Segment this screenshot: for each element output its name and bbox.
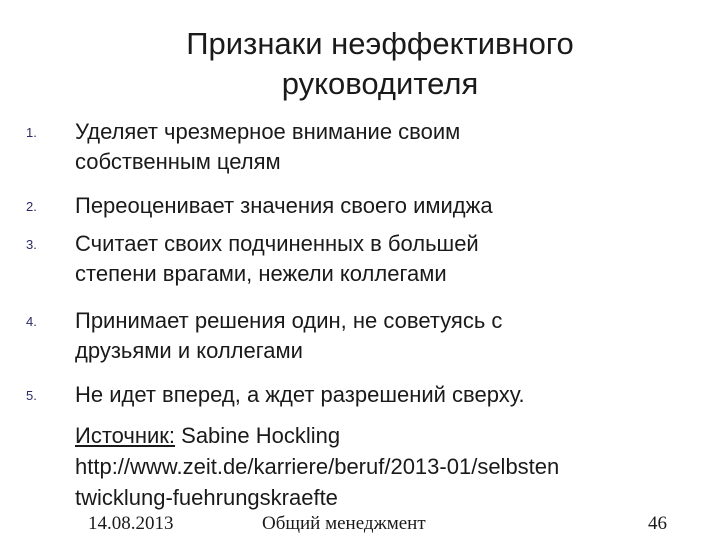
slide-title-line-2: руководителя [281, 66, 479, 101]
list-item-number: 2. [26, 199, 37, 214]
list-item-text: Не идет вперед, а ждет разрешений сверху. [75, 382, 525, 407]
source-label: Источник: [75, 423, 176, 448]
source-url-line-1: http://www.zeit.de/karriere/beruf/2013-01/selbsten [75, 454, 560, 479]
list-item-number: 3. [26, 237, 37, 252]
list-item-text: Считает своих подчиненных в большей степени врагами, нежели коллегами [75, 231, 479, 286]
list-item-text: Переоценивает значения своего имиджа [75, 193, 493, 218]
footer-course: Общий менеджмент [262, 513, 426, 534]
footer-page-number: 46 [648, 513, 667, 534]
slide-title-line-1: Признаки неэффективного [186, 26, 574, 61]
footer-date: 14.08.2013 [88, 513, 174, 534]
list-item-number: 4. [26, 314, 37, 329]
source-url-line-2: twicklung-fuehrungskraefte [75, 485, 338, 510]
list-item-text: Принимает решения один, не советуясь с друзьями и коллегами [75, 308, 503, 363]
list-item-number: 1. [26, 125, 37, 140]
list-item-number: 5. [26, 388, 37, 403]
source-author: Sabine Hockling [175, 423, 341, 448]
source-citation [75, 420, 715, 513]
list-item-text: Уделяет чрезмерное внимание своим собственным целям [75, 119, 461, 174]
